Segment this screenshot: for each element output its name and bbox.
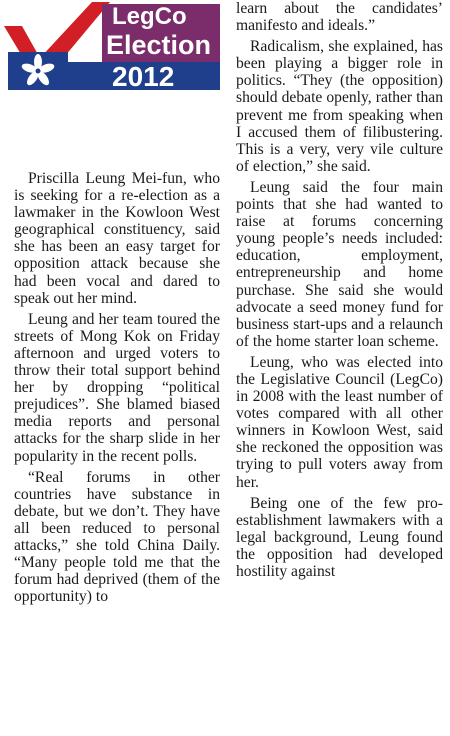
logo-line2: Election [106,30,212,60]
logo-year: 2012 [112,61,175,92]
article-left-column [14,170,220,609]
paragraph-legal-background: Being one of the few pro-establishment lawmakers with a legal background, Leung found the opposition had developed hostility against [236,494,443,580]
paragraph-four-points: Leung said the four main points that she had wanted to raise at forums concerning young people’s needs included: education, employment, entrepreneurship and home purchase. She said she would advocate a seed money fund for business start-ups and a relaunch of the home starter loan scheme. [236,178,443,350]
paragraph-forums: “Real forums in other countries have substance in debate, but we don’t. They have all been reduced to personal attacks,” she told China Daily. “Many people told me that the forum had deprived (them of the opportunity) to [14,468,220,606]
legco-election-2012-logo [0,0,222,94]
logo-graphic [0,0,222,94]
article-right-column [236,0,443,584]
paragraph-radicalism: Radicalism, she explained, has been playing a bigger role in politics. “They (the opposition) should debate openly, rather than prevent me from speaking when I accused them of filibustering. This is a very, very vile culture of election,” she said. [236,38,443,175]
paragraph-legco-2008: Leung, who was elected into the Legislative Council (LegCo) in 2008 with the least number of votes compared with all other winners in Kowloon West, said she reckoned the opposition was trying to pull voters away from her. [236,353,443,491]
paragraph-intro: Priscilla Leung Mei-fun, who is seeking for a re-election as a lawmaker in the Kowloon West geographical constituency, said she has been an easy target for opposition attack because she had been vocal and dared to speak out her mind. [14,170,220,307]
paragraph-continuation: learn about the candidates’ manifesto and ideals.” [236,0,443,35]
paragraph-tour: Leung and her team toured the streets of Mong Kok on Friday afternoon and urged voters to throw their total support behind her by dropping “political prejudices”. She blamed biased media reports and personal attacks for the sharp slide in her popularity in the recent polls. [14,310,220,465]
logo-line1: LegCo [112,3,187,30]
